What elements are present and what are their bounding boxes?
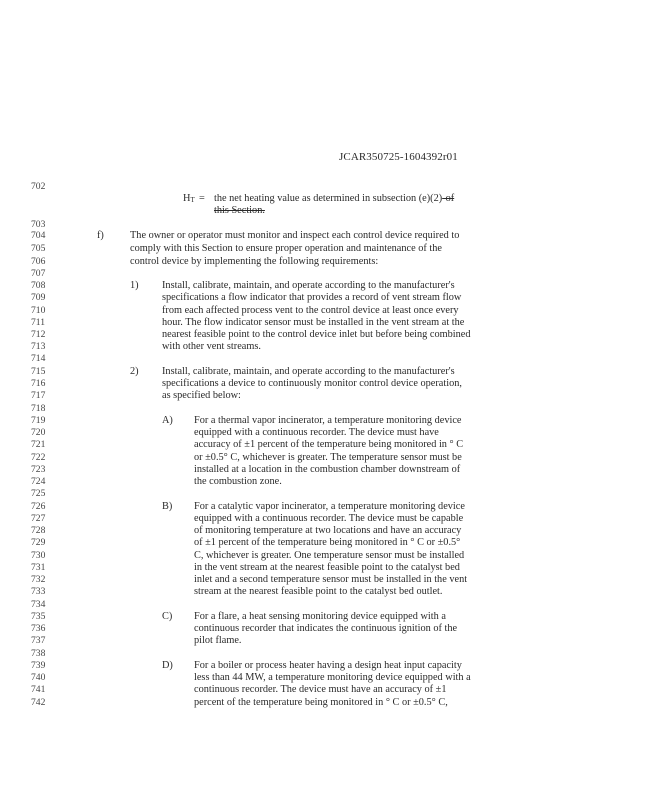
line-number: 715: [31, 366, 46, 377]
sub-d-line: For a boiler or process heater having a design heat input capacity: [194, 660, 462, 671]
item-1-label: 1): [130, 280, 139, 291]
line-number: 718: [31, 403, 46, 414]
section-f-label: f): [97, 230, 104, 241]
line-number: 739: [31, 660, 46, 671]
item-1-line: from each affected process vent to the control device at least once every: [162, 305, 459, 316]
sub-b-line: of monitoring temperature at two locations and have an accuracy: [194, 525, 462, 536]
sub-a-line: the combustion zone.: [194, 476, 282, 487]
line-number: 709: [31, 292, 46, 303]
line-number: 714: [31, 353, 46, 364]
item-1-line: Install, calibrate, maintain, and operate according to the manufacturer's: [162, 280, 455, 291]
line-number: 734: [31, 599, 46, 610]
sub-b-line: For a catalytic vapor incinerator, a temperature monitoring device: [194, 501, 465, 512]
sub-b-label: B): [162, 501, 173, 512]
item-1-line: hour. The flow indicator sensor must be installed in the vent stream at the: [162, 317, 465, 328]
sub-a-line: installed at a location in the combustion chamber downstream of: [194, 464, 461, 475]
sub-b-line: in the vent stream at the nearest feasible point to the catalyst bed: [194, 562, 460, 573]
line-number: 740: [31, 672, 46, 683]
line-number: 729: [31, 537, 46, 548]
item-1-line: nearest feasible point to the control device inlet but before being combined: [162, 329, 471, 340]
definition-text: the net heating value as determined in subsection (e)(2)-of: [214, 193, 455, 204]
line-number: 716: [31, 378, 46, 389]
line-number: 724: [31, 476, 46, 487]
line-number: 727: [31, 513, 46, 524]
sub-c-line: pilot flame.: [194, 635, 242, 646]
sub-b-line: stream at the nearest feasible point to the catalyst bed outlet.: [194, 586, 443, 597]
line-number: 711: [31, 317, 46, 328]
line-number: 707: [31, 268, 46, 279]
sub-c-label: C): [162, 611, 173, 622]
sub-a-line: or ±0.5° C, whichever is greater. The temperature sensor must be: [194, 452, 462, 463]
line-number: 721: [31, 439, 46, 450]
line-number: 736: [31, 623, 46, 634]
item-2-line: as specified below:: [162, 390, 241, 401]
sub-a-line: equipped with a continuous recorder. The device must have: [194, 427, 439, 438]
sub-b-line: equipped with a continuous recorder. The device must be capable: [194, 513, 464, 524]
sub-c-line: continuous recorder that indicates the continuous ignition of the: [194, 623, 458, 634]
line-number: 722: [31, 452, 46, 463]
line-number: 713: [31, 341, 46, 352]
line-number: 705: [31, 243, 46, 254]
sub-a-line: For a thermal vapor incinerator, a temperature monitoring device: [194, 415, 462, 426]
definition-symbol: $H_T$: [183, 193, 195, 204]
line-number: 742: [31, 697, 46, 708]
line-number: 712: [31, 329, 46, 340]
line-number: 703: [31, 219, 46, 230]
line-number: 719: [31, 415, 46, 426]
line-number: 738: [31, 648, 46, 659]
item-1-line: specifications a flow indicator that provides a record of vent stream flow: [162, 292, 462, 303]
sub-b-line: of ±1 percent of the temperature being monitored in ° C or ±0.5°: [194, 537, 461, 548]
sub-c-line: For a flare, a heat sensing monitoring device equipped with a: [194, 611, 446, 622]
line-number: 725: [31, 488, 46, 499]
definition-equals: =: [199, 193, 205, 204]
line-number: 731: [31, 562, 46, 573]
sub-d-label: D): [162, 660, 173, 671]
section-f-line: comply with this Section to ensure proper operation and maintenance of the: [130, 243, 442, 254]
sub-d-line: continuous recorder. The device must have an accuracy of ±1: [194, 684, 447, 695]
line-number: 717: [31, 390, 46, 401]
sub-d-line: less than 44 MW, a temperature monitoring device equipped with a: [194, 672, 471, 683]
section-f-line: The owner or operator must monitor and inspect each control device required to: [130, 230, 460, 241]
item-2-label: 2): [130, 366, 139, 377]
line-number: 704: [31, 230, 46, 241]
line-number: 702: [31, 181, 46, 192]
line-number: 726: [31, 501, 46, 512]
sub-a-line: accuracy of ±1 percent of the temperature being monitored in ° C: [194, 439, 464, 450]
definition-struck-text: this Section.: [214, 205, 265, 216]
sub-a-label: A): [162, 415, 173, 426]
line-number: 728: [31, 525, 46, 536]
item-2-line: Install, calibrate, maintain, and operate according to the manufacturer's: [162, 366, 455, 377]
sub-b-line: inlet and a second temperature sensor must be installed in the vent: [194, 574, 468, 585]
sub-b-line: C, whichever is greater. One temperature sensor must be installed: [194, 550, 465, 561]
line-number: 708: [31, 280, 46, 291]
line-number: 730: [31, 550, 46, 561]
sub-d-line: percent of the temperature being monitored in ° C or ±0.5° C,: [194, 697, 448, 708]
line-number: 710: [31, 305, 46, 316]
line-number: 706: [31, 256, 46, 267]
line-number: 737: [31, 635, 46, 646]
document-id-header: JCAR350725-1604392r01: [339, 151, 458, 163]
item-1-line: with other vent streams.: [162, 341, 261, 352]
line-number: 720: [31, 427, 46, 438]
line-number: 733: [31, 586, 46, 597]
section-f-line: control device by implementing the following requirements:: [130, 256, 379, 267]
line-number: 741: [31, 684, 46, 695]
line-number: 732: [31, 574, 46, 585]
line-number: 735: [31, 611, 46, 622]
line-number: 723: [31, 464, 46, 475]
item-2-line: specifications a device to continuously monitor control device operation,: [162, 378, 462, 389]
